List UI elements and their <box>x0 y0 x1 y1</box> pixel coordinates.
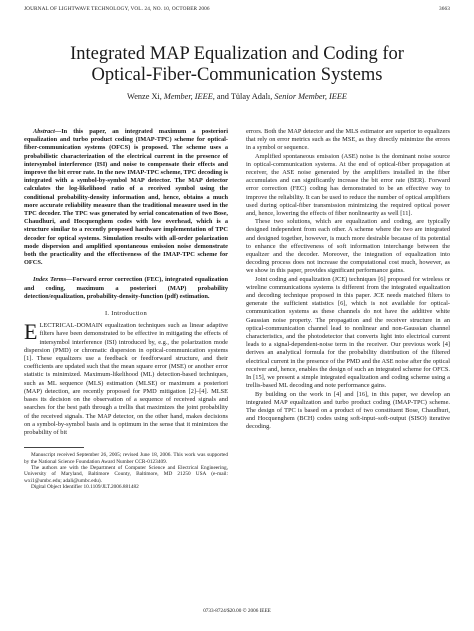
index-terms <box>24 276 228 301</box>
footnote-affiliation: The authors are with the Department of Computer Science and Electrical Engineering, University of Maryland, Baltimore County, Baltimore, MD 21250 USA (e-mail: wxi1@umbc.edu; adali@umbc.edu). <box>24 464 228 484</box>
author-line <box>24 92 450 101</box>
intro-paragraph <box>24 319 228 437</box>
section-heading-introduction: I. Introduction <box>104 310 148 318</box>
footnote-divider <box>24 447 84 448</box>
drop-cap: E <box>24 319 38 345</box>
author-2: and Tülay Adalı, <box>216 92 273 101</box>
left-column <box>24 128 228 491</box>
index-terms-body: —Forward error correction (FEC), integrated equalization and coding, maximum a posteriori (MAP) probability detection/equalization, probability-density-function (pdf) estimation. <box>24 276 228 300</box>
intro-paragraph-text: LECTRICAL-DOMAIN equalization techniques such as linear adaptive filters have been demonstrated to be effective in mitigating the effects of intersymbol interference (ISI) introduced by, e.g., the polarization mode dispersion (PMD) or chromatic dispersion in optical-communication systems [1]. These equalizers use a feedback or feedforward structure, and their coefficients are updated such that the mean square error (MSE) or another error statistic is minimized. Maximum-likelihood (ML) detection-based techniques, such as ML sequence (MLS) estimation (MLSE) or maximum a posteriori (MAP) detection, are recently proposed for PMD mitigation [2]–[4]. MLSE bases its decision on the observation of a sequence of received signals and searches for the best path through a trellis that maximizes the joint probability of the received signals. The MAP detector, on the other hand, makes decisions on a symbol-by-symbol basis and is optimum in the sense that it minimizes the probability of bit <box>24 322 228 436</box>
author-1-title: Member, IEEE, <box>163 92 215 101</box>
index-terms-lead: Index Terms <box>33 276 67 284</box>
right-paragraph-1: errors. Both the MAP detector and the MLS estimator are superior to equalizers that rely on error metrics such as the MSE, as they directly minimize the errors in a symbol or sequence. <box>246 128 450 152</box>
footnotes <box>24 452 228 490</box>
footnote-manuscript: Manuscript received September 26, 2005; revised June 18, 2006. This work was supported by the National Science Foundation Award Number CCR-0123409. <box>24 452 228 465</box>
right-paragraph-4: Joint coding and equalization (JCE) techniques [6] proposed for wireless or wireline communications systems is different from the integrated equalization and decoding technique proposed in this paper. JCE needs matched filters to generate the sufficient statistics [6], which is not available for optical-communication systems as these channels do not have the additive white Gaussian noise property. The propagation and the receiver structure in an optical-communication channel lead to nonlinear and non-Gaussian channel characteristics, and the photodetector that converts light into electrical current leads to a signal-dependent-noise term in the receiver. Our previous work [4] derives an analytical formula for the probability distribution of the filtered electrical current in the presence of the PMD and the ASE noise after the optical receiver and, hence, enables the design of such an integrated scheme for OFCS. In [15], we present a simple integrated equalization and coding scheme using a trellis-based ML decoding and note performance gains. <box>246 275 450 390</box>
right-paragraph-3: These two solutions, which are equalization and coding, are typically designed independent from each other. A scheme where the two are integrated and designed together, however, is much more desirable because of its potential to enhance the effectiveness of soft information interchange between the equalizer and the decoder. Moreover, the integration of equalization into decoding process does not increase the computational cost much, however, as we show in this paper, provides significant performance gains. <box>246 218 450 275</box>
abstract-body: —In this paper, an integrated maximum a posteriori equalization and turbo product coding (IMAP-TPC) scheme for optical-fiber-communication systems (OFCS) is proposed. The scheme uses a probabilistic characterization of the electrical current in the presence of intersymbol interference (ISI) and noise to compensate their effects and improve the bit error rate. In the new IMAP-TPC scheme, TPC decoding is integrated with a symbol-by-symbol MAP detector. The MAP detector calculates the log-likelihood ratio of a received symbol using the conditional probability-density information and, hence, obtains a much more accurate reliability measure than the traditional measure used in the TPC decoder. The TPC was generated by serial concatenation of two Bose, Chaudhuri, and Hocquenghem codes with low overhead, which is a structure similar to a recently proposed hardware implementation of TPC decoder for optical systems. Simulation results with all-order polarization mode dispersion and amplified spontaneous emission noise demonstrate both the practicality and the effectiveness of the IMAP-TPC scheme for OFCS. <box>24 128 228 267</box>
copyright-footer: 0733-8724/$20.00 © 2006 IEEE <box>203 608 271 614</box>
page-number: 3663 <box>439 6 450 12</box>
journal-name: JOURNAL OF LIGHTWAVE TECHNOLOGY, VOL. 24, NO. 10, OCTOBER 2006 <box>24 6 210 12</box>
abstract <box>24 128 228 267</box>
running-header <box>24 6 450 16</box>
author-1: Wenze Xi, <box>127 92 162 101</box>
right-column <box>246 128 450 432</box>
author-2-title: Senior Member, IEEE <box>274 92 347 101</box>
right-paragraph-5: By building on the work in [4] and [16], in this paper, we develop an integrated MAP equalization and turbo product coding (IMAP-TPC) scheme. The design of TPC is based on a product of two constituent Bose, Chaudhuri, and Hocquenghem (BCH) codes using soft-input–soft-output (SISO) iterative decoding. <box>246 390 450 431</box>
title-line-1: Integrated MAP Equalization and Coding for <box>70 44 404 64</box>
right-paragraph-2: Amplified spontaneous emission (ASE) noise is the dominant noise source in optical-communication systems. At the end of optical-fiber propagation at receiver, the ASE noise generated by the amplifiers installed in the fiber accumulates and can significantly increase the bit error rate (BER). Forward error correction (FEC) coding has demonstrated to be an effective way to improve the reliability. It can be used to reduce the number of optical amplifiers used during optical-fiber transmission minimizing the required optical power and, hence, lowering the effects of fiber nonlinearity as well [11]. <box>246 152 450 218</box>
paper-title <box>24 44 450 86</box>
abstract-lead: Abstract <box>33 128 55 135</box>
footnote-doi: Digital Object Identifier 10.1109/JLT.2006.881482 <box>31 484 139 491</box>
title-line-2: Optical-Fiber-Communication Systems <box>91 65 383 85</box>
